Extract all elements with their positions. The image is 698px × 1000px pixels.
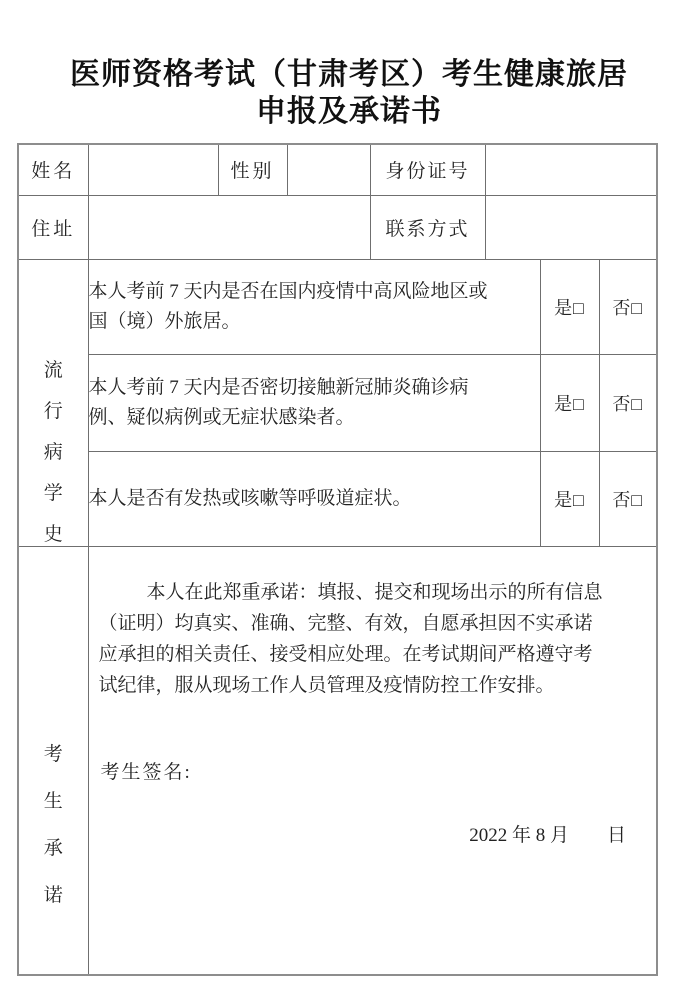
commitment-text: 本人在此郑重承诺：填报、提交和现场出示的所有信息 （证明）均真实、准确、完整、有效，自愿承担因不实承诺 应承担的相关责任、接受相应处理。在考试期间严格遵守考 试纪律，服从现场工作人员管理及疫情防控工作安排。 bbox=[98, 581, 603, 696]
id-number-input-cell[interactable] bbox=[485, 144, 657, 195]
page-title bbox=[0, 56, 698, 130]
question-text-2: 本人考前 7 天内是否密切接触新冠肺炎确诊病 例、疑似病例或无症状感染者。 bbox=[88, 355, 540, 452]
table-row bbox=[18, 259, 657, 355]
section-label-commitment: 考 生 承 诺 bbox=[18, 546, 88, 975]
table-row bbox=[18, 195, 657, 259]
section-label-epidemiology: 流 行 病 学 史 bbox=[18, 259, 88, 546]
yes-checkbox-q3[interactable]: 是□ bbox=[540, 451, 599, 546]
table-row bbox=[18, 451, 657, 546]
yes-checkbox-q1[interactable]: 是□ bbox=[540, 259, 599, 355]
name-input-cell[interactable] bbox=[88, 144, 218, 195]
gender-input-cell[interactable] bbox=[287, 144, 370, 195]
no-checkbox-q2[interactable]: 否□ bbox=[599, 355, 657, 452]
form-table bbox=[17, 143, 658, 976]
title-line-1: 医师资格考试（甘肃考区）考生健康旅居 bbox=[70, 58, 628, 92]
question-text-3: 本人是否有发热或咳嗽等呼吸道症状。 bbox=[88, 451, 540, 546]
no-checkbox-q1[interactable]: 否□ bbox=[599, 259, 657, 355]
name-label: 姓名 bbox=[18, 144, 88, 195]
date-line[interactable]: 2022 年 8 月 日 bbox=[469, 824, 626, 846]
table-row bbox=[18, 144, 657, 195]
contact-label: 联系方式 bbox=[370, 195, 485, 259]
address-input-cell[interactable] bbox=[88, 195, 370, 259]
signature-label[interactable]: 考生签名: bbox=[100, 761, 192, 783]
contact-input-cell[interactable] bbox=[485, 195, 657, 259]
table-row bbox=[18, 355, 657, 452]
address-label: 住址 bbox=[18, 195, 88, 259]
commitment-cell bbox=[88, 546, 657, 975]
question-text-1: 本人考前 7 天内是否在国内疫情中高风险地区或 国（境）外旅居。 bbox=[88, 259, 540, 355]
table-row bbox=[18, 546, 657, 975]
no-checkbox-q3[interactable]: 否□ bbox=[599, 451, 657, 546]
title-line-2: 申报及承诺书 bbox=[256, 95, 442, 129]
gender-label: 性别 bbox=[218, 144, 287, 195]
id-number-label: 身份证号 bbox=[370, 144, 485, 195]
yes-checkbox-q2[interactable]: 是□ bbox=[540, 355, 599, 452]
